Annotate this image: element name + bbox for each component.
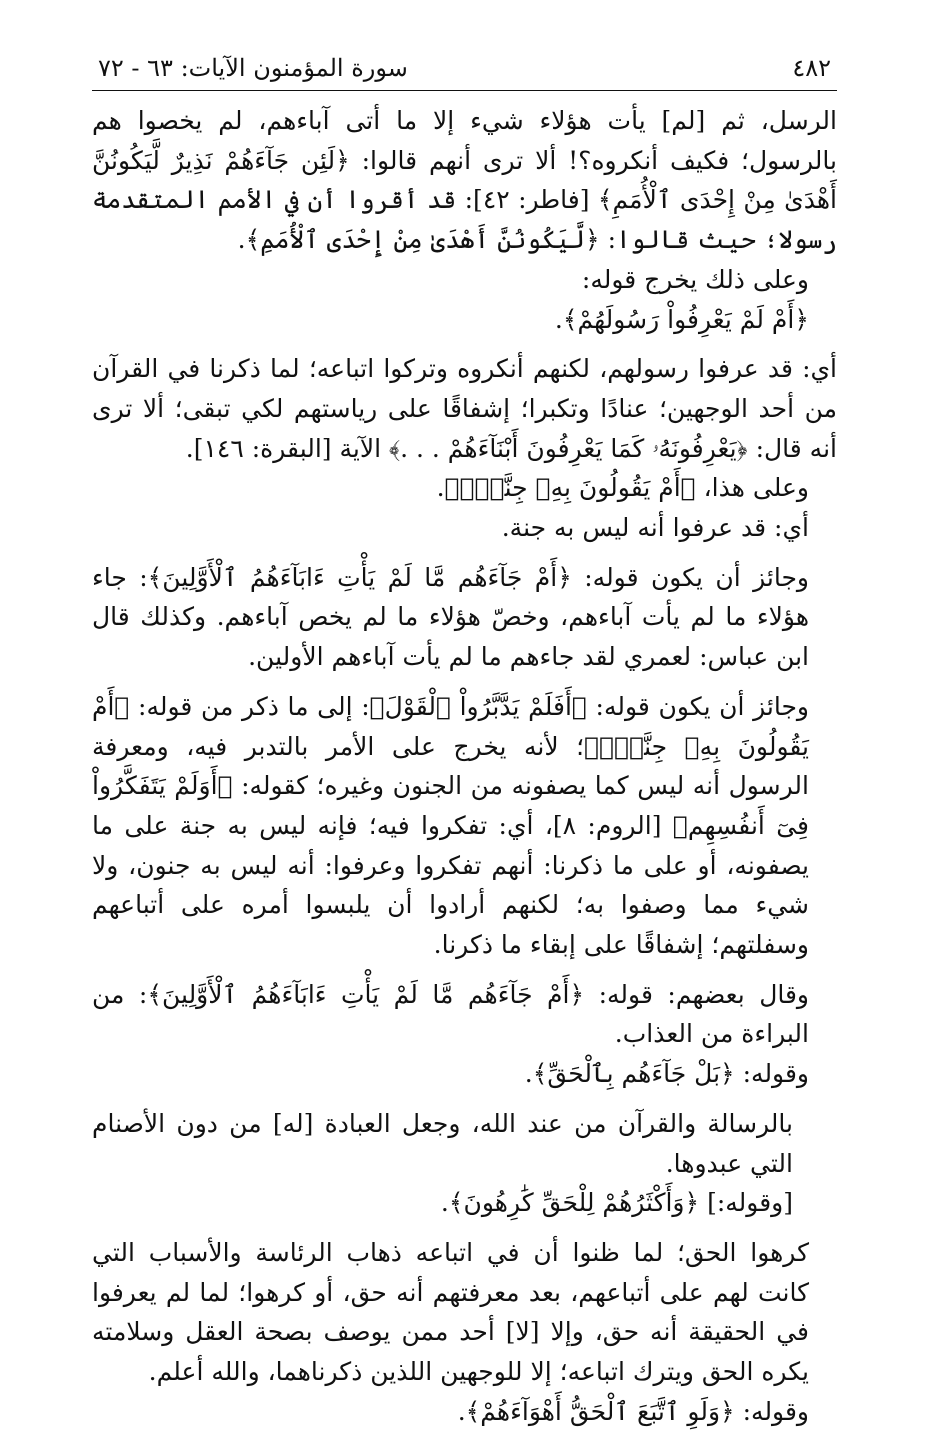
paragraph: وعلى ذلك يخرج قوله: — [581, 264, 809, 294]
quran-verse: وقوله: ﴿وَلَوِ ٱتَّبَعَ ٱلْحَقُّ أَهْوَآءَهُمْ﴾. — [457, 1396, 809, 1426]
header-rule — [92, 90, 837, 91]
paragraph: وعلى هذا، ﴿أَمْ يَقُولُونَ بِهِۦ جِنَّةٌۢ﴾. — [436, 473, 809, 503]
paragraph: الرسل، ثم [لم] يأت هؤلاء شيء إلا ما أتى آباءهم، لم يخصوا هم بالرسول؛ فكيف أنكروه؟! ألا ترى أنهم قالوا: ﴿لَئِن جَآءَهُمْ نَذِيرٌ لَّيَكُونُنَّ أَهْدَىٰ مِنْ إِحْدَى ٱلْأُمَمِ﴾ [فاطر: ٤٢]: قد أقروا أن في الأمم المتقدمة رسولا؛ حيث قالوا: ﴿لَّيَكُونُنَّ أَهْدَىٰ مِنْ إِحْدَى ٱلْأُمَمِ﴾. — [92, 106, 837, 255]
quran-verse: [وقوله:] ﴿وَأَكْثَرُهُمْ لِلْحَقِّ كَٰرِهُونَ﴾. — [440, 1188, 793, 1218]
paragraph: وجائز أن يكون قوله: ﴿أَمْ جَآءَهُم مَّا لَمْ يَأْتِ ءَابَآءَهُمُ ٱلْأَوَّلِينَ﴾: جاء هؤلاء ما لم يأت آباءهم، وخصّ هؤلاء ما لم يخص آباءهم. وكذلك قال ابن عباس: لعمري لقد جاءهم ما لم يأت آباءهم الأولين. — [92, 562, 809, 672]
paragraph: أي: قد عرفوا أنه ليس به جنة. — [501, 513, 809, 543]
quran-verse: وقوله: ﴿بَلْ جَآءَهُم بِٱلْحَقِّ﴾. — [524, 1059, 809, 1089]
paragraph: كرهوا الحق؛ لما ظنوا أن في اتباعه ذهاب الرئاسة والأسباب التي كانت لهم على أتباعهم، بعد معرفتهم أنه حق، أو كرهوا؛ لما لم يعرفوا في الحقيقة أنه حق، وإلا [لا] أحد ممن يوصف بصحة العقل وسلامته يكره الحق ويترك اتباعه؛ إلا للوجهين اللذين ذكرناهما، والله أعلم. — [92, 1237, 809, 1387]
page-body — [92, 101, 837, 1432]
page-number: ٤٨٢ — [792, 54, 831, 82]
paragraph: بالرسالة والقرآن من عند الله، وجعل العبادة [له] من دون الأصنام التي عبدوها. — [92, 1108, 793, 1178]
running-header — [92, 52, 837, 90]
surah-title: سورة المؤمنون الآيات: ٦٣ - ٧٢ — [98, 54, 408, 82]
paragraph: وقال بعضهم: قوله: ﴿أَمْ جَآءَهُم مَّا لَمْ يَأْتِ ءَابَآءَهُمُ ٱلْأَوَّلِينَ﴾: من البراءة من العذاب. — [92, 979, 809, 1049]
paragraph: أي: قد عرفوا رسولهم، لكنهم أنكروه وتركوا اتباعه؛ لما ذكرنا في القرآن من أحد الوجهين؛ عنادًا وتكبرا؛ إشفاقًا على رياستهم لكي تبقى؛ ألا ترى أنه قال: ﴿يَعْرِفُونَهُۥ كَمَا يَعْرِفُونَ أَبْنَآءَهُمْ . . .﴾ الآية [البقرة: ١٤٦]. — [92, 354, 837, 463]
quran-verse: ﴿أَمْ لَمْ يَعْرِفُواْ رَسُولَهُمْ﴾. — [554, 304, 809, 334]
paragraph: وجائز أن يكون قوله: ﴿أَفَلَمْ يَدَّبَّرُواْ ٱلْقَوْلَ﴾: إلى ما ذكر من قوله: ﴿أَمْ يَقُولُونَ بِهِۦ جِنَّةٌۢ﴾؛ لأنه يخرج على الأمر بالتدبر فيه، ومعرفة الرسول أنه ليس كما يصفونه من الجنون وغيره؛ كقوله: ﴿أَوَلَمْ يَتَفَكَّرُواْ فِىٓ أَنفُسِهِم﴾ [الروم: ٨]، أي: تفكروا فيه؛ فإنه ليس به جنة على ما يصفونه، أو على ما ذكرنا: أنهم تفكروا وعرفوا: أنه ليس به جنون، ولا شيء مما وصفوا به؛ لكنهم أرادوا أن يلبسوا أمره على أتباعهم وسفلتهم؛ إشفاقًا على إبقاء ما ذكرنا. — [92, 691, 809, 960]
